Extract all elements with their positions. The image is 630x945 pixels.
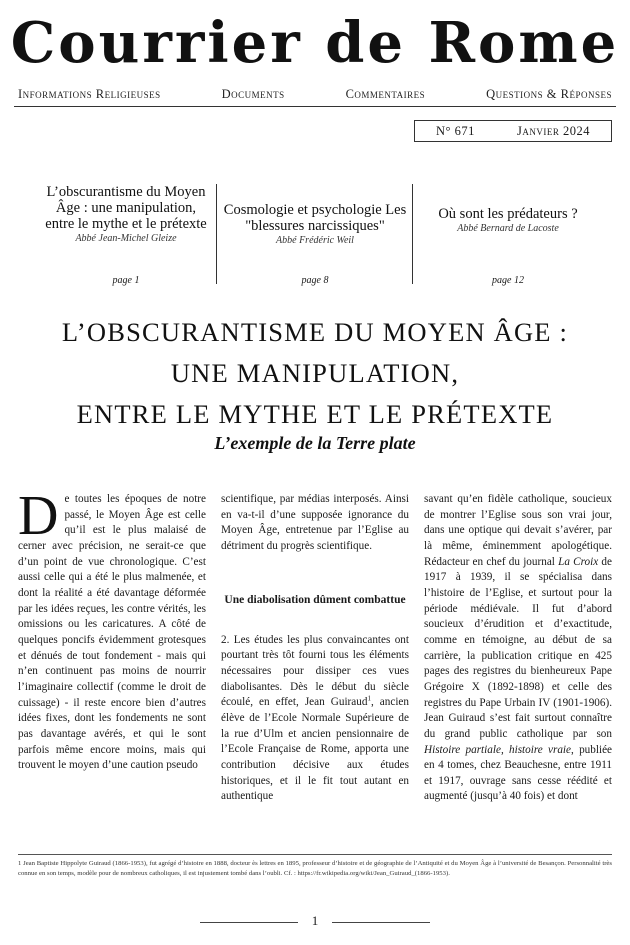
book-title: Histoire partiale, histoire vraie bbox=[424, 743, 572, 756]
footnote-divider bbox=[18, 854, 612, 855]
headline-line: ENTRE LE MYTHE ET LE PRÉTEXTE bbox=[76, 399, 554, 429]
column-text: e toutes les époques de notre passé, le Moyen Âge est celle qu’il est le plus malaisé de cerner avec précision, ne serait-ce que d’un point de vue chronologique. C’est aussi celle qui a été le plus malmenée, et dont la réalité a été davantage déformée par les idées reçues, les contre vérités, les omissions ou les caricatures. A côté de quelques poncifs évidemment grotesques et dénués de tout fondement - mais qui n’en continuent pas moins de nourrir l’imaginaire collectif (comme le droit de cuissage) - il reste encore bien d’autres idées fixes, dont les fondements ne sont pas davantage avérés, et qui le sont parfois même encore moins, mais qui trouvent le moyen d’une caution pseudo bbox=[18, 493, 206, 772]
article-column-3 bbox=[424, 492, 612, 805]
toc-author: Abbé Jean-Michel Gleize bbox=[75, 233, 177, 244]
drop-cap: D bbox=[18, 485, 59, 547]
nav-item-informations[interactable]: Informations Religieuses bbox=[18, 87, 161, 101]
toc-author: Abbé Frédéric Weil bbox=[276, 235, 354, 246]
issue-box bbox=[414, 120, 612, 142]
nav-item-commentaires[interactable]: Commentaires bbox=[345, 87, 426, 101]
column-text: scientifique, par médias interposés. Ainsi en va-t-il d’une supposée ignorance du Moyen Âge, entretenue par l’Eglise au détriment du progrès scientifique. bbox=[221, 493, 409, 552]
toc-title: Cosmologie et psychologie Les "blessures narcissiques" bbox=[223, 202, 407, 234]
issue-date: Janvier 2024 bbox=[516, 123, 590, 138]
article-headline bbox=[0, 312, 630, 435]
nav-item-questions[interactable]: Questions & Réponses bbox=[486, 87, 612, 101]
column-text: savant qu’en fidèle catholique, soucieux de montrer l’Eglise sous son vrai jour, dans une optique qui devait s’avérer, par là même, éminemment apologétique. Rédacteur en chef du journal bbox=[424, 493, 612, 568]
page-number-rule bbox=[332, 922, 430, 923]
top-nav bbox=[18, 87, 612, 102]
toc-title: Où sont les prédateurs ? bbox=[438, 206, 578, 222]
issue-number: N° 671 bbox=[436, 123, 475, 138]
toc-entry-3[interactable] bbox=[416, 206, 600, 316]
toc-author: Abbé Bernard de Lacoste bbox=[457, 223, 559, 234]
headline-line: L’OBSCURANTISME DU MOYEN ÂGE : bbox=[61, 317, 569, 347]
column-text: 2. Les études les plus convaincantes ont pourtant très tôt fourni tous les éléments nécessaires pour dissiper ces vues diabolisantes. Dès le début du siècle écoulé, en effet, Jean Guiraud bbox=[221, 633, 409, 709]
column-text: , ancien élève de l’Ecole Normale Supérieure de la rue d’Ulm et ancien pensionnaire de l’Ecole Française de Rome, apporta une contribution décisive aux études historiques, et il le fit tout autant en authentique bbox=[221, 696, 409, 803]
nav-item-documents[interactable]: Documents bbox=[221, 87, 285, 101]
toc-title: L’obscurantisme du Moyen Âge : une manipulation, entre le mythe et le prétexte bbox=[45, 184, 207, 232]
column-text: , publiée en 4 tomes, chez Beauchesne, entre 1911 et 1917, ouvrage sans cesse réédité et augmenté (jusqu’à 40 fois) et dont bbox=[424, 743, 612, 803]
toc-page: page 1 bbox=[112, 275, 140, 286]
article-column-2 bbox=[221, 492, 409, 805]
toc-divider bbox=[216, 184, 217, 284]
page-number-rule bbox=[200, 922, 298, 923]
page-number: 1 bbox=[311, 913, 319, 928]
footnote-ref[interactable]: 1 bbox=[367, 694, 371, 703]
toc-entry-1[interactable] bbox=[40, 184, 212, 294]
article-subtitle: L’exemple de la Terre plate bbox=[214, 433, 416, 453]
toc-page: page 12 bbox=[492, 275, 524, 286]
article-column-1 bbox=[18, 485, 206, 774]
toc-entry-2[interactable] bbox=[220, 202, 410, 312]
journal-title: La Croix bbox=[558, 555, 599, 568]
header-rule bbox=[14, 106, 616, 107]
column-text: de 1917 à 1939, il se spécialisa dans l’histoire de l’Eglise, et surtout pour la période médiévale. Il fut d’abord soucieux d’érudition et d’exactitude, comme en témoigne, au début de sa carrière, la publication critique en 425 pages des registres du bienheureux Pape Grégoire X (1892-1898) et celle des registres du Pape Urbain IV (1901-1906). Jean Guiraud s’est fait surtout connaître du grand public catholique par son bbox=[424, 555, 612, 740]
headline-line: UNE MANIPULATION, bbox=[170, 358, 460, 388]
masthead-title: Courrier de Rome bbox=[10, 10, 620, 76]
footnote: 1 Jean Baptiste Hippolyte Guiraud (1866-1953), fut agrégé d’histoire en 1888, docteur ès lettres en 1895, professeur d’histoire et de géographie de l’Antiquité et du Moyen Âge à l’université de Besançon. Personnalité très connue en son temps, modèle pour de nombreux catholiques, il est injustement tombé dans l’oubli. Cf. : https://fr.wikipedia.org/wiki/Jean_Guiraud_(1866-1953). bbox=[18, 860, 612, 877]
section-heading: Une diabolisation dûment combattue bbox=[224, 593, 406, 606]
table-of-contents bbox=[40, 180, 600, 290]
toc-page: page 8 bbox=[301, 275, 329, 286]
toc-divider bbox=[412, 184, 413, 284]
